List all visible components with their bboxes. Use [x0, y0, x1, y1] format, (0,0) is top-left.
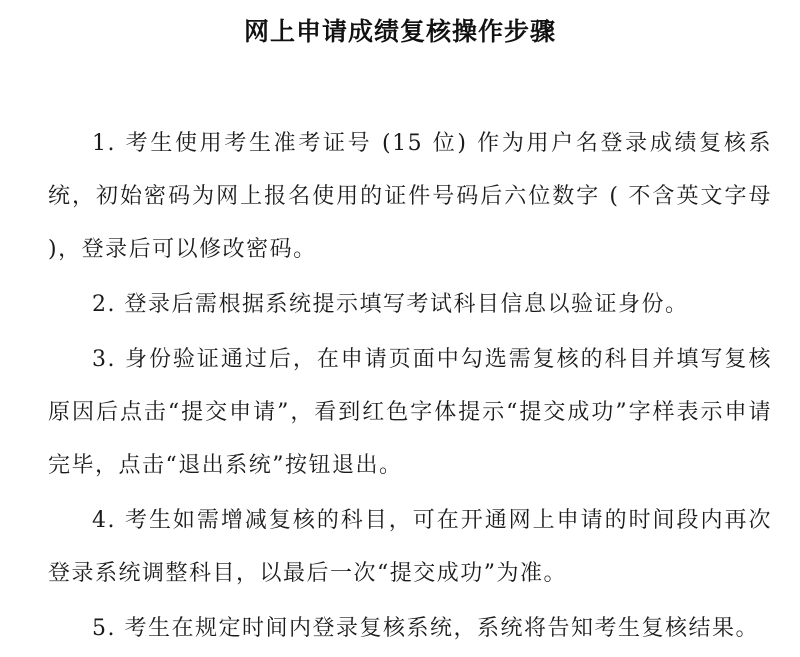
step-paragraph-2: 2. 登录后需根据系统提示填写考试科目信息以验证身份。 [92, 292, 689, 317]
step-paragraph-3: 3. 身份验证通过后，在申请页面中勾选需复核的科目并填写复核原因后点击“提交申请”，看到红色字体提示“提交成功”字样表示申请完毕，点击“退出系统”按钮退出。 [48, 347, 772, 478]
step-paragraph-4: 4. 考生如需增减复核的科目，可在开通网上申请的时间段内再次登录系统调整科目，以最后一次“提交成功”为准。 [48, 508, 772, 586]
document-title: 网上申请成绩复核操作步骤 [243, 17, 556, 46]
step-paragraph-5: 5. 考生在规定时间内登录复核系统，系统将告知考生复核结果。 [92, 616, 759, 641]
document-body [48, 117, 772, 657]
step-paragraph-1: 1. 考生使用考生准考证号 (15 位) 作为用户名登录成绩复核系统，初始密码为网上报名使用的证件号码后六位数字 ( 不含英文字母 )，登录后可以修改密码。 [48, 131, 772, 262]
